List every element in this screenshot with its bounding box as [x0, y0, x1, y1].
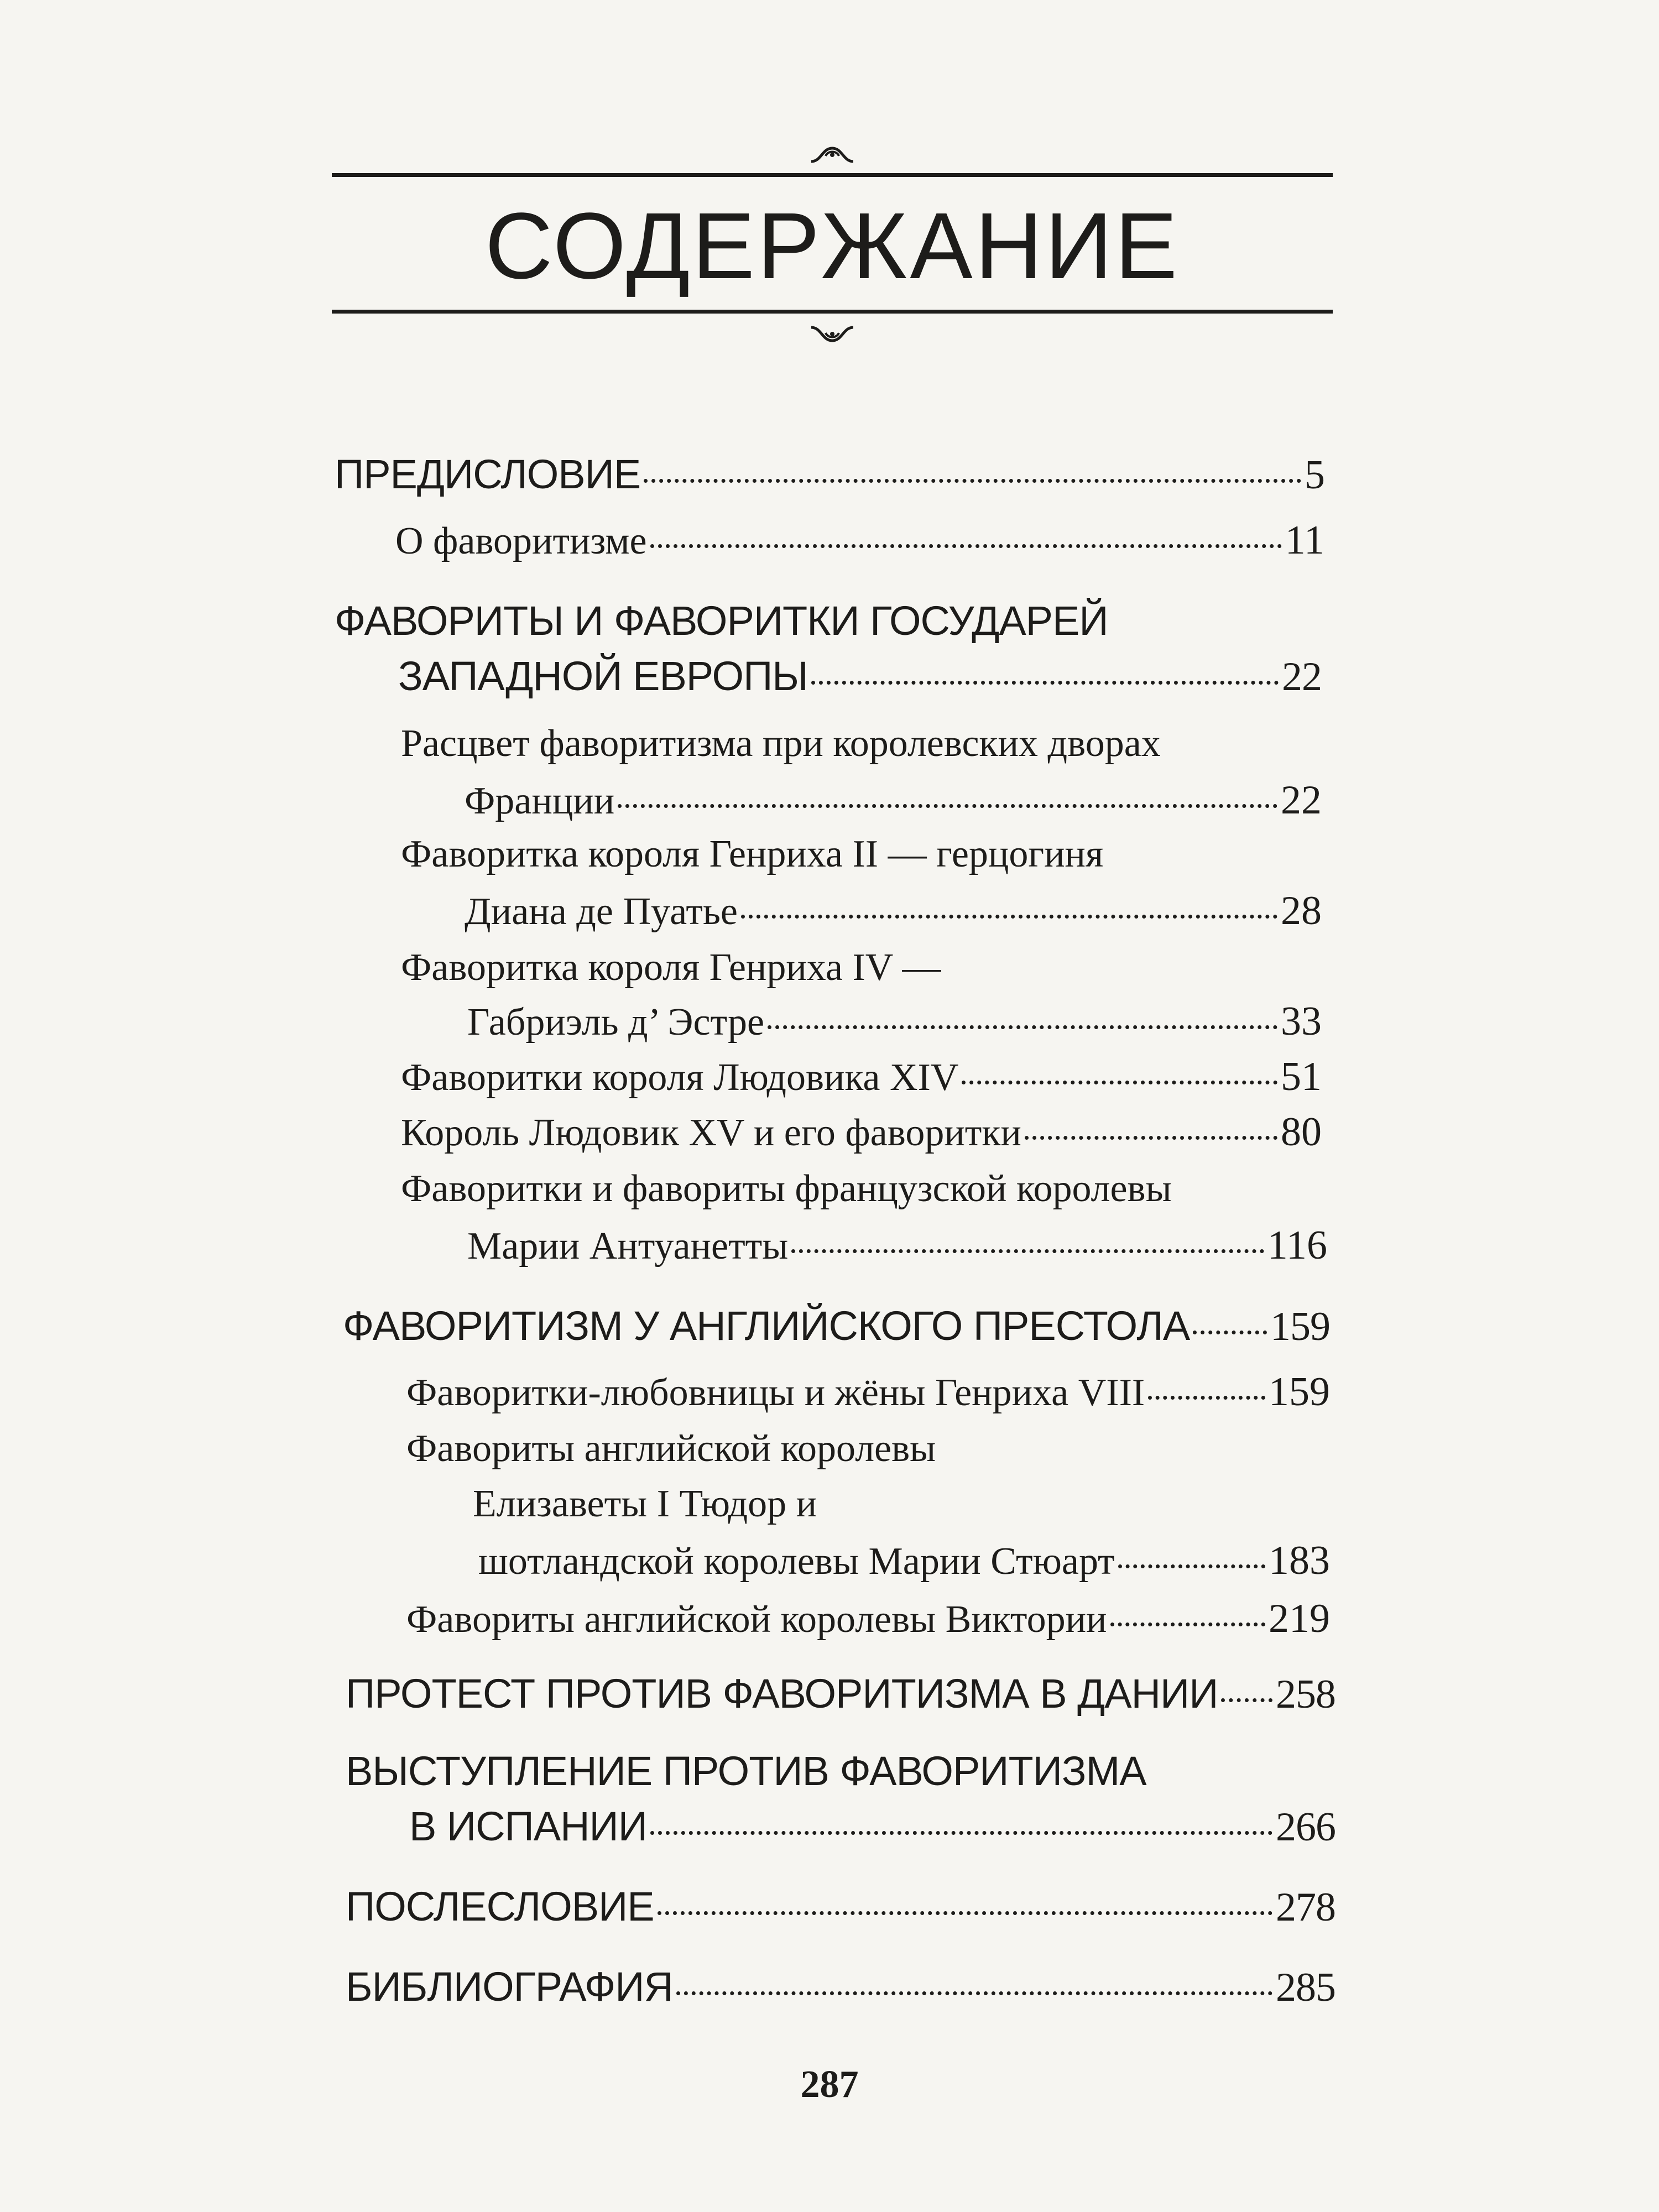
- dot-leader: [644, 479, 1301, 483]
- dot-leader: [962, 1081, 1277, 1084]
- toc-entry-on-favoritism[interactable]: [395, 517, 1324, 564]
- dot-leader: [676, 1991, 1272, 1995]
- toc-entry-louis14[interactable]: [401, 1053, 1322, 1100]
- toc-entry-henri4-line1[interactable]: Фаворитка короля Генриха IV —: [401, 946, 941, 989]
- toc-entry-page: 28: [1281, 888, 1322, 933]
- dot-leader: [1148, 1396, 1265, 1400]
- toc-entry-page: 5: [1305, 452, 1324, 498]
- dot-leader: [768, 1025, 1277, 1029]
- dot-leader: [1221, 1698, 1272, 1702]
- toc-entry-page: 51: [1281, 1054, 1322, 1099]
- dot-leader: [650, 544, 1282, 548]
- bottom-ornament-icon: [810, 324, 854, 346]
- toc-entry-title: Фаворитки короля Людовика XIV: [401, 1056, 959, 1099]
- toc-entry-title: шотландской королевы Марии Стюарт: [478, 1540, 1115, 1583]
- toc-entry-page: 22: [1281, 778, 1322, 823]
- page-title: СОДЕРЖАНИЕ: [484, 194, 1180, 299]
- toc-entry-page: 22: [1282, 654, 1322, 700]
- toc-entry-western-europe[interactable]: [398, 653, 1322, 701]
- toc-entry-marie-antoinette-line1[interactable]: Фаворитки и фавориты французской королевы: [401, 1167, 1172, 1210]
- toc-entry-henri2-line1[interactable]: Фаворитка короля Генриха II — герцогиня: [401, 833, 1104, 875]
- toc-entry-page: 219: [1269, 1596, 1330, 1641]
- toc-entry-denmark[interactable]: [346, 1670, 1335, 1718]
- toc-entry-page: 159: [1270, 1304, 1330, 1349]
- toc-entry-title: О фаворитизме: [395, 520, 647, 562]
- toc-entry-england[interactable]: [343, 1302, 1330, 1350]
- toc-entry-page: 11: [1285, 518, 1324, 563]
- toc-entry-marie-antoinette[interactable]: [467, 1222, 1327, 1269]
- toc-entry-france-flourish[interactable]: [465, 777, 1322, 824]
- toc-entry-elizabeth-line1[interactable]: Фавориты английской королевы: [406, 1427, 936, 1470]
- toc-entry-elizabeth[interactable]: [478, 1537, 1330, 1584]
- dot-leader: [1025, 1136, 1277, 1140]
- toc-entry-victoria[interactable]: [406, 1595, 1330, 1642]
- dot-leader: [1193, 1331, 1267, 1334]
- toc-entry-title: Король Людовик XV и его фаворитки: [401, 1112, 1021, 1154]
- toc-entry-henry8[interactable]: [406, 1369, 1330, 1416]
- toc-entry-elizabeth-line2[interactable]: Елизаветы I Тюдор и: [473, 1483, 817, 1525]
- toc-entry-preface[interactable]: [335, 451, 1324, 499]
- toc-entry-spain[interactable]: [409, 1803, 1335, 1851]
- toc-entry-title: В ИСПАНИИ: [409, 1803, 647, 1849]
- dot-leader: [618, 804, 1277, 808]
- dot-leader: [811, 681, 1279, 685]
- toc-entry-title: Диана де Пуатье: [465, 890, 738, 933]
- toc-entry-page: 285: [1276, 1965, 1335, 2010]
- toc-entry-henri4[interactable]: [467, 998, 1322, 1045]
- toc-entry-title: Габриэль д’ Эстре: [467, 1001, 765, 1044]
- toc-entry-page: 278: [1276, 1885, 1335, 1930]
- toc-entry-title: ПРЕДИСЛОВИЕ: [335, 451, 641, 497]
- dot-leader: [1118, 1564, 1265, 1568]
- dot-leader: [650, 1831, 1272, 1835]
- toc-entry-title: Фаворитки-любовницы и жёны Генриха VIII: [406, 1371, 1145, 1414]
- toc-entry-title: Марии Антуанетты: [467, 1225, 789, 1267]
- header-bottom-rule: [332, 310, 1333, 314]
- toc-entry-title: БИБЛИОГРАФИЯ: [346, 1964, 673, 2010]
- toc-entry-louis15[interactable]: [401, 1109, 1322, 1156]
- toc-entry-page: 159: [1269, 1369, 1330, 1415]
- toc-entry-page: 183: [1269, 1538, 1330, 1583]
- toc-entry-france-flourish-line1[interactable]: Расцвет фаворитизма при королевских дворах: [401, 722, 1161, 765]
- toc-entry-page: 80: [1281, 1109, 1322, 1155]
- header-top-rule: [332, 173, 1333, 177]
- toc-entry-page: 33: [1281, 999, 1322, 1044]
- dot-leader: [658, 1911, 1272, 1915]
- toc-entry-bibliography[interactable]: [346, 1963, 1335, 2011]
- toc-entry-page: 266: [1276, 1804, 1335, 1850]
- toc-entry-page: 116: [1267, 1223, 1327, 1268]
- toc-entry-title: ЗАПАДНОЙ ЕВРОПЫ: [398, 653, 808, 699]
- toc-entry-afterword[interactable]: [346, 1883, 1335, 1931]
- toc-entry-western-europe-line1[interactable]: ФАВОРИТЫ И ФАВОРИТКИ ГОСУДАРЕЙ: [335, 598, 1108, 644]
- dot-leader: [741, 915, 1277, 919]
- dot-leader: [791, 1249, 1264, 1253]
- toc-entry-title: ПОСЛЕСЛОВИЕ: [346, 1884, 654, 1929]
- toc-entry-title: ПРОТЕСТ ПРОТИВ ФАВОРИТИЗМА В ДАНИИ: [346, 1671, 1218, 1717]
- page-number: 287: [800, 2063, 859, 2106]
- toc-entry-page: 258: [1276, 1672, 1335, 1717]
- dot-leader: [1110, 1623, 1266, 1626]
- toc-entry-henri2[interactable]: [465, 888, 1322, 935]
- toc-entry-title: ФАВОРИТИЗМ У АНГЛИЙСКОГО ПРЕСТОЛА: [343, 1303, 1190, 1349]
- top-ornament-icon: [810, 143, 854, 165]
- toc-entry-title: Фавориты английской королевы Виктории: [406, 1598, 1107, 1641]
- toc-entry-spain-line1[interactable]: ВЫСТУПЛЕНИЕ ПРОТИВ ФАВОРИТИЗМА: [346, 1748, 1146, 1794]
- toc-entry-title: Франции: [465, 780, 615, 822]
